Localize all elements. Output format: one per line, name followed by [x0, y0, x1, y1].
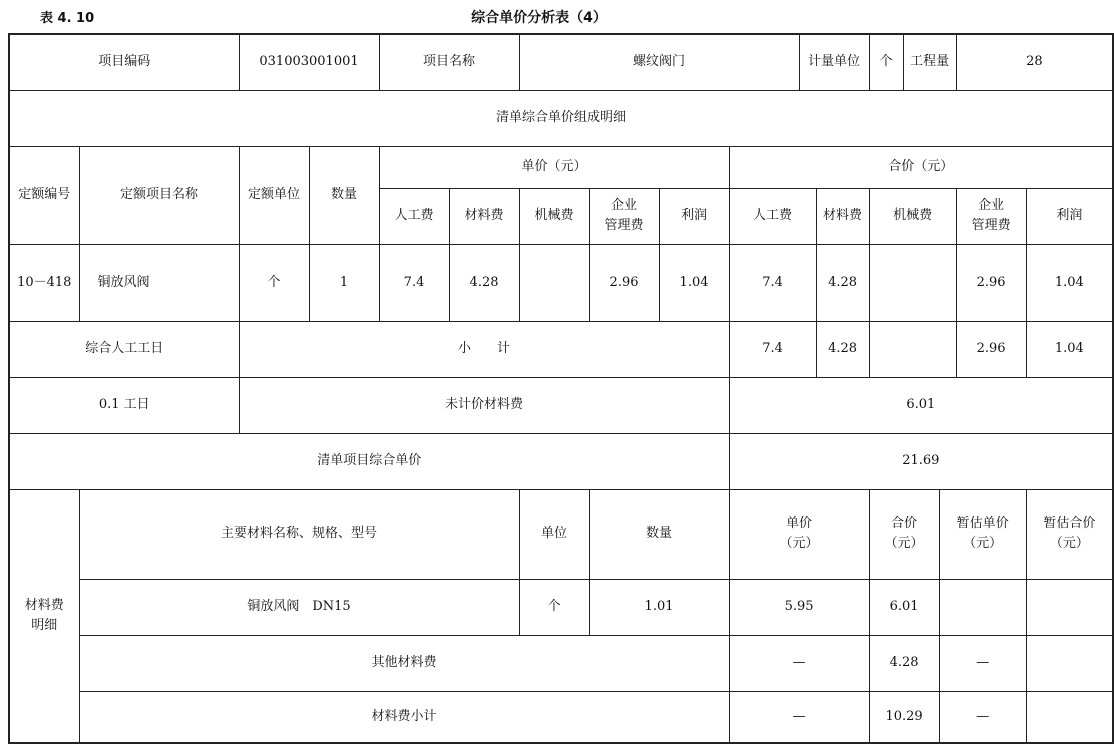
other-material-label: 其他材料费 — [79, 635, 729, 691]
total-profit: 1.04 — [1026, 244, 1113, 321]
measure-unit-value: 个 — [869, 34, 903, 90]
subtotal-row — [9, 321, 1113, 377]
subtotal-labor: 7.4 — [729, 321, 816, 377]
project-code-value: 031003001001 — [239, 34, 379, 90]
subtotal-mgmt: 2.96 — [956, 321, 1026, 377]
subtotal-machine — [869, 321, 956, 377]
other-material-est-unit-price: — — [939, 635, 1026, 691]
table-row — [9, 579, 1113, 635]
material-subtotal-unit-price: — — [729, 691, 869, 743]
column-group-row — [9, 146, 1113, 188]
material-name-header: 主要材料名称、规格、型号 — [79, 489, 519, 579]
material-header-row — [9, 489, 1113, 579]
composite-price-value: 21.69 — [729, 433, 1113, 489]
project-code-label: 项目编码 — [9, 34, 239, 90]
material-item-total-price: 6.01 — [869, 579, 939, 635]
col-unit-labor: 人工费 — [379, 188, 449, 244]
unpriced-material-row — [9, 377, 1113, 433]
unit-price-analysis-table — [8, 33, 1114, 744]
material-unit-price-header: 单价 （元） — [729, 489, 869, 579]
section-title-row — [9, 90, 1113, 146]
total-labor: 7.4 — [729, 244, 816, 321]
other-material-total-price: 4.28 — [869, 635, 939, 691]
material-subtotal-est-total-price — [1026, 691, 1113, 743]
col-quota-unit: 定额单位 — [239, 146, 309, 244]
quota-code: 10－418 — [9, 244, 79, 321]
material-item-unit: 个 — [519, 579, 589, 635]
material-subtotal-est-unit-price: — — [939, 691, 1026, 743]
col-quota-code: 定额编号 — [9, 146, 79, 244]
material-qty-header: 数量 — [589, 489, 729, 579]
unpriced-material-value: 6.01 — [729, 377, 1113, 433]
col-unit-profit: 利润 — [659, 188, 729, 244]
quantity-value: 28 — [956, 34, 1113, 90]
col-unit-machine: 机械费 — [519, 188, 589, 244]
quota-name: 铜放风阀 — [79, 244, 239, 321]
material-est-unit-price-header: 暂估单价 （元） — [939, 489, 1026, 579]
material-item-name: 铜放风阀 DN15 — [79, 579, 519, 635]
material-est-total-price-header: 暂估合价 （元） — [1026, 489, 1113, 579]
quota-unit: 个 — [239, 244, 309, 321]
unit-profit: 1.04 — [659, 244, 729, 321]
project-name-label: 项目名称 — [379, 34, 519, 90]
project-name-value: 螺纹阀门 — [519, 34, 799, 90]
col-total-profit: 利润 — [1026, 188, 1113, 244]
table-row — [9, 635, 1113, 691]
quota-qty: 1 — [309, 244, 379, 321]
col-unit-price-group: 单价（元） — [379, 146, 729, 188]
unit-machine — [519, 244, 589, 321]
subtotal-material: 4.28 — [816, 321, 869, 377]
material-subtotal-total-price: 10.29 — [869, 691, 939, 743]
col-quantity: 数量 — [309, 146, 379, 244]
quantity-label: 工程量 — [903, 34, 956, 90]
material-item-qty: 1.01 — [589, 579, 729, 635]
header-row — [9, 34, 1113, 90]
subtotal-profit: 1.04 — [1026, 321, 1113, 377]
col-total-material: 材料费 — [816, 188, 869, 244]
unit-material: 4.28 — [449, 244, 519, 321]
material-item-est-total-price — [1026, 579, 1113, 635]
subtotal-label: 小 计 — [239, 321, 729, 377]
material-subtotal-label: 材料费小计 — [79, 691, 729, 743]
unit-labor: 7.4 — [379, 244, 449, 321]
composite-price-row — [9, 433, 1113, 489]
total-mgmt: 2.96 — [956, 244, 1026, 321]
material-item-est-unit-price — [939, 579, 1026, 635]
col-total-labor: 人工费 — [729, 188, 816, 244]
unit-mgmt: 2.96 — [589, 244, 659, 321]
table-caption — [0, 7, 1078, 27]
col-total-machine: 机械费 — [869, 188, 956, 244]
table-row — [9, 244, 1113, 321]
other-material-unit-price: — — [729, 635, 869, 691]
material-unit-header: 单位 — [519, 489, 589, 579]
total-machine — [869, 244, 956, 321]
labor-workday-label: 综合人工工日 — [9, 321, 239, 377]
measure-unit-label: 计量单位 — [799, 34, 869, 90]
material-detail-label: 材料费 明细 — [9, 489, 79, 743]
other-material-est-total-price — [1026, 635, 1113, 691]
table-number: 表 4. 10 — [40, 11, 95, 26]
unpriced-material-label: 未计价材料费 — [239, 377, 729, 433]
section-title: 清单综合单价组成明细 — [9, 90, 1113, 146]
total-material: 4.28 — [816, 244, 869, 321]
workdays-value: 0.1 工日 — [9, 377, 239, 433]
composite-price-label: 清单项目综合单价 — [9, 433, 729, 489]
table-title: 综合单价分析表（4） — [471, 10, 607, 26]
material-total-price-header: 合价 （元） — [869, 489, 939, 579]
col-quota-name: 定额项目名称 — [79, 146, 239, 244]
col-unit-material: 材料费 — [449, 188, 519, 244]
table-row — [9, 691, 1113, 743]
col-unit-mgmt: 企业 管理费 — [589, 188, 659, 244]
material-item-unit-price: 5.95 — [729, 579, 869, 635]
col-total-mgmt: 企业 管理费 — [956, 188, 1026, 244]
col-total-price-group: 合价（元） — [729, 146, 1113, 188]
